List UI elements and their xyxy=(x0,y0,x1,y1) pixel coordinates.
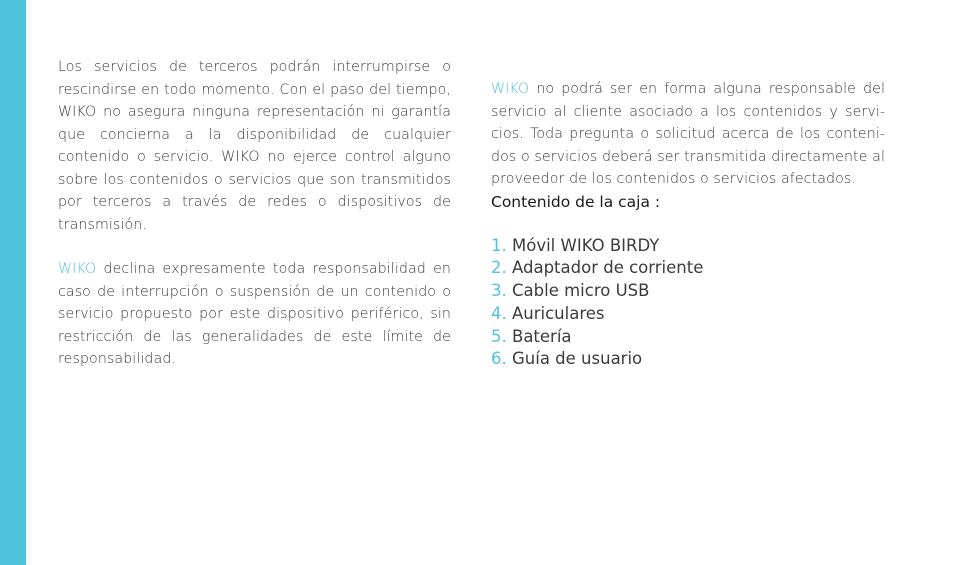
liability-disclaimer-paragraph xyxy=(58,258,451,371)
list-item xyxy=(491,257,885,280)
list-item-label: Móvil WIKO BIRDY xyxy=(512,235,660,255)
list-item-label: Guía de usuario xyxy=(512,349,643,369)
list-item-label: Adaptador de corriente xyxy=(512,258,704,278)
box-contents-title: Contenido de la caja : xyxy=(491,192,661,211)
list-item-label: Batería xyxy=(512,326,572,346)
list-item xyxy=(491,303,885,326)
list-item xyxy=(491,235,885,258)
customer-service-text: no podrá ser en forma alguna responsable del servicio al cliente asociado a los contenidos y servicios. Toda pregunta o solicitud acerca de los contenidos o servicios deberá ser transmitida directamente al proveedor de los contenidos o servicios afectados. xyxy=(491,81,885,187)
list-item-label: Auriculares xyxy=(512,303,605,323)
list-item xyxy=(491,326,885,349)
brand-name: WIKO xyxy=(491,81,530,97)
list-item xyxy=(491,348,885,371)
list-item-number: 1. xyxy=(491,235,507,255)
third-party-services-paragraph: Los servicios de terceros podrán interrumpirse o rescindirse en todo momento. Con el paso del tiempo, WIKO no asegura ninguna representación ni garantía que concierna a la disponibilidad de cualquier contenido o servicio. WIKO no ejerce control alguno sobre los contenidos o servicios que son transmitidos por terceros a través de redes o dispositivos de transmisión. xyxy=(58,59,451,233)
list-item-number: 2. xyxy=(491,258,507,278)
list-item-number: 4. xyxy=(491,303,507,323)
list-item-number: 5. xyxy=(491,326,507,346)
list-item-number: 3. xyxy=(491,281,507,301)
list-item xyxy=(491,280,885,303)
right-column xyxy=(491,78,885,371)
brand-name: WIKO xyxy=(58,261,97,277)
customer-service-paragraph xyxy=(491,78,885,191)
side-accent-bar xyxy=(0,0,26,565)
liability-disclaimer-text: declina expresamente toda responsabilidad en caso de interrupción o suspensión de un contenido o servicio propuesto por este dispositivo periférico, sin restricción de las generalidades de este límite de responsabilidad. xyxy=(58,261,451,367)
list-item-number: 6. xyxy=(491,349,507,369)
left-column xyxy=(58,56,451,371)
box-contents-list xyxy=(491,235,885,372)
list-item-label: Cable micro USB xyxy=(512,281,650,301)
